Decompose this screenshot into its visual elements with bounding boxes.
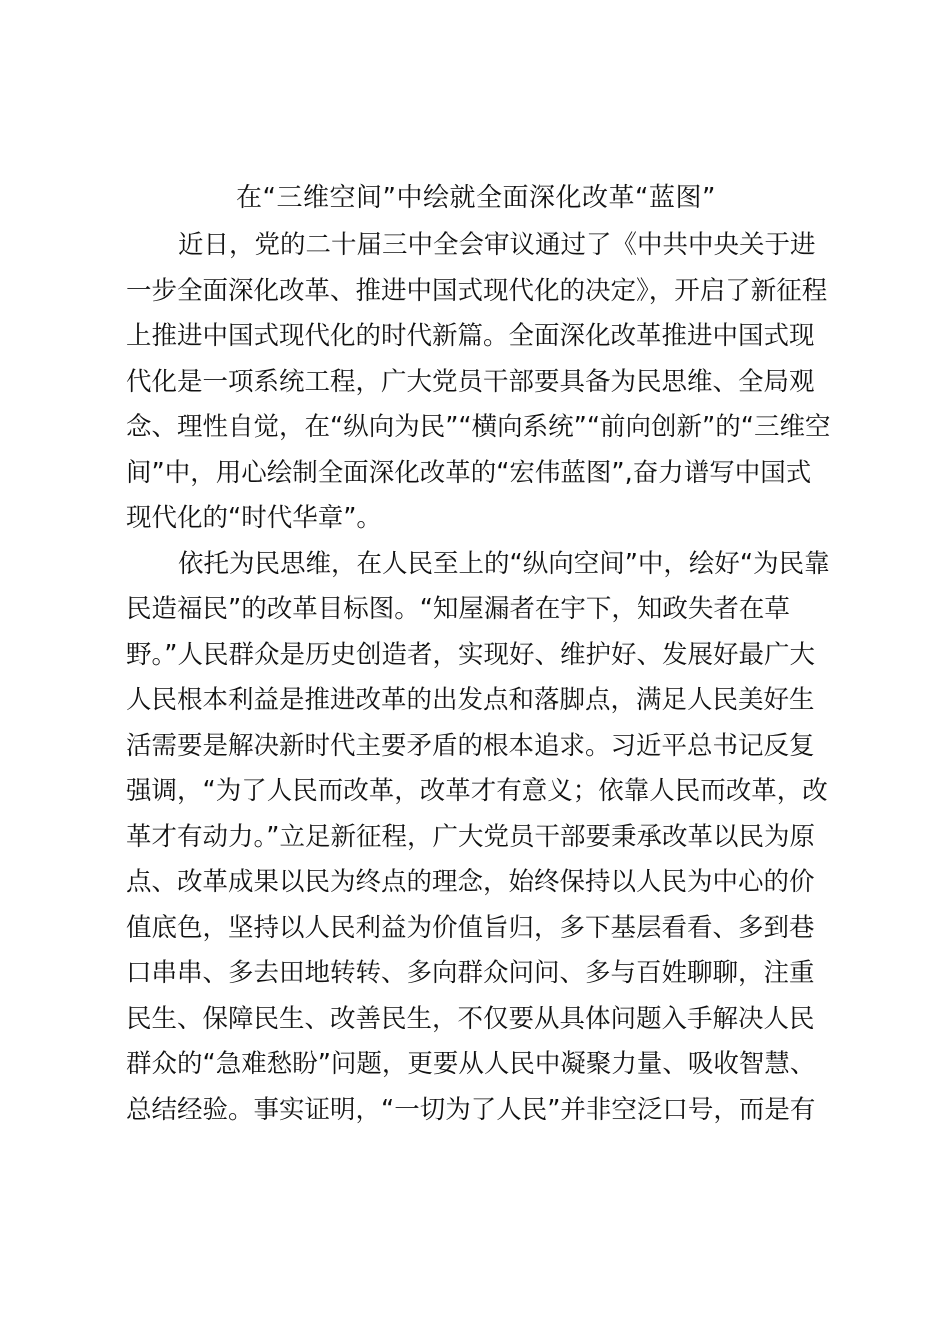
paragraph-line: 依托为民思维，在人民至上的“纵向空间”中，绘好“为民靠	[178, 548, 830, 579]
document-title: 在“三维空间”中绘就全面深化改革“蓝图”	[236, 183, 716, 213]
paragraph-line: 代化是一项系统工程，广大党员干部要具备为民思维、全局观	[126, 366, 815, 397]
paragraph-line: 群众的“急难愁盼”问题，更要从人民中凝聚力量、吸收智慧、	[126, 1049, 816, 1079]
paragraph-line: 活需要是解决新时代主要矛盾的根本追求。习近平总书记反复	[126, 730, 815, 761]
paragraph-line: 口串串、多去田地转转、多向群众问问、多与百姓聊聊，注重	[126, 958, 815, 988]
paragraph-line: 民生、保障民生、改善民生，不仅要从具体问题入手解决人民	[126, 1003, 815, 1034]
paragraph-line: 现代化的“时代华章”。	[126, 503, 382, 533]
paragraph-line: 野。”人民群众是历史创造者，实现好、维护好、发展好最广大	[126, 639, 815, 670]
paragraph-line: 一步全面深化改革、推进中国式现代化的决定》，开启了新征程	[126, 275, 828, 306]
paragraph-line: 值底色，坚持以人民利益为价值旨归，多下基层看看、多到巷	[126, 912, 815, 943]
paragraph-line: 念、理性自觉，在“纵向为民”“横向系统”“前向创新”的“三维空	[126, 412, 831, 442]
paragraph-2	[126, 542, 834, 1134]
paragraph-line: 革才有动力。”立足新征程，广大党员干部要秉承改革以民为原	[126, 821, 815, 852]
paragraph-line: 上推进中国式现代化的时代新篇。全面深化改革推进中国式现	[126, 321, 815, 351]
paragraph-line: 间”中，用心绘制全面深化改革的“宏伟蓝图”,奋力谱写中国式	[126, 457, 812, 488]
paragraph-line: 人民根本利益是推进改革的出发点和落脚点，满足人民美好生	[126, 685, 815, 715]
paragraph-line: 强调，“为了人民而改革，改革才有意义；依靠人民而改革，改	[126, 776, 828, 806]
paragraph-1	[126, 223, 834, 542]
document-body	[126, 223, 834, 1133]
paragraph-line: 近日，党的二十届三中全会审议通过了《中共中央关于进	[178, 230, 816, 260]
paragraph-line: 总结经验。事实证明，“一切为了人民”并非空泛口号，而是有	[126, 1094, 816, 1125]
paragraph-line: 民造福民”的改革目标图。“知屋漏者在宇下，知政失者在草	[126, 594, 790, 624]
paragraph-line: 点、改革成果以民为终点的理念，始终保持以人民为中心的价	[126, 867, 815, 897]
